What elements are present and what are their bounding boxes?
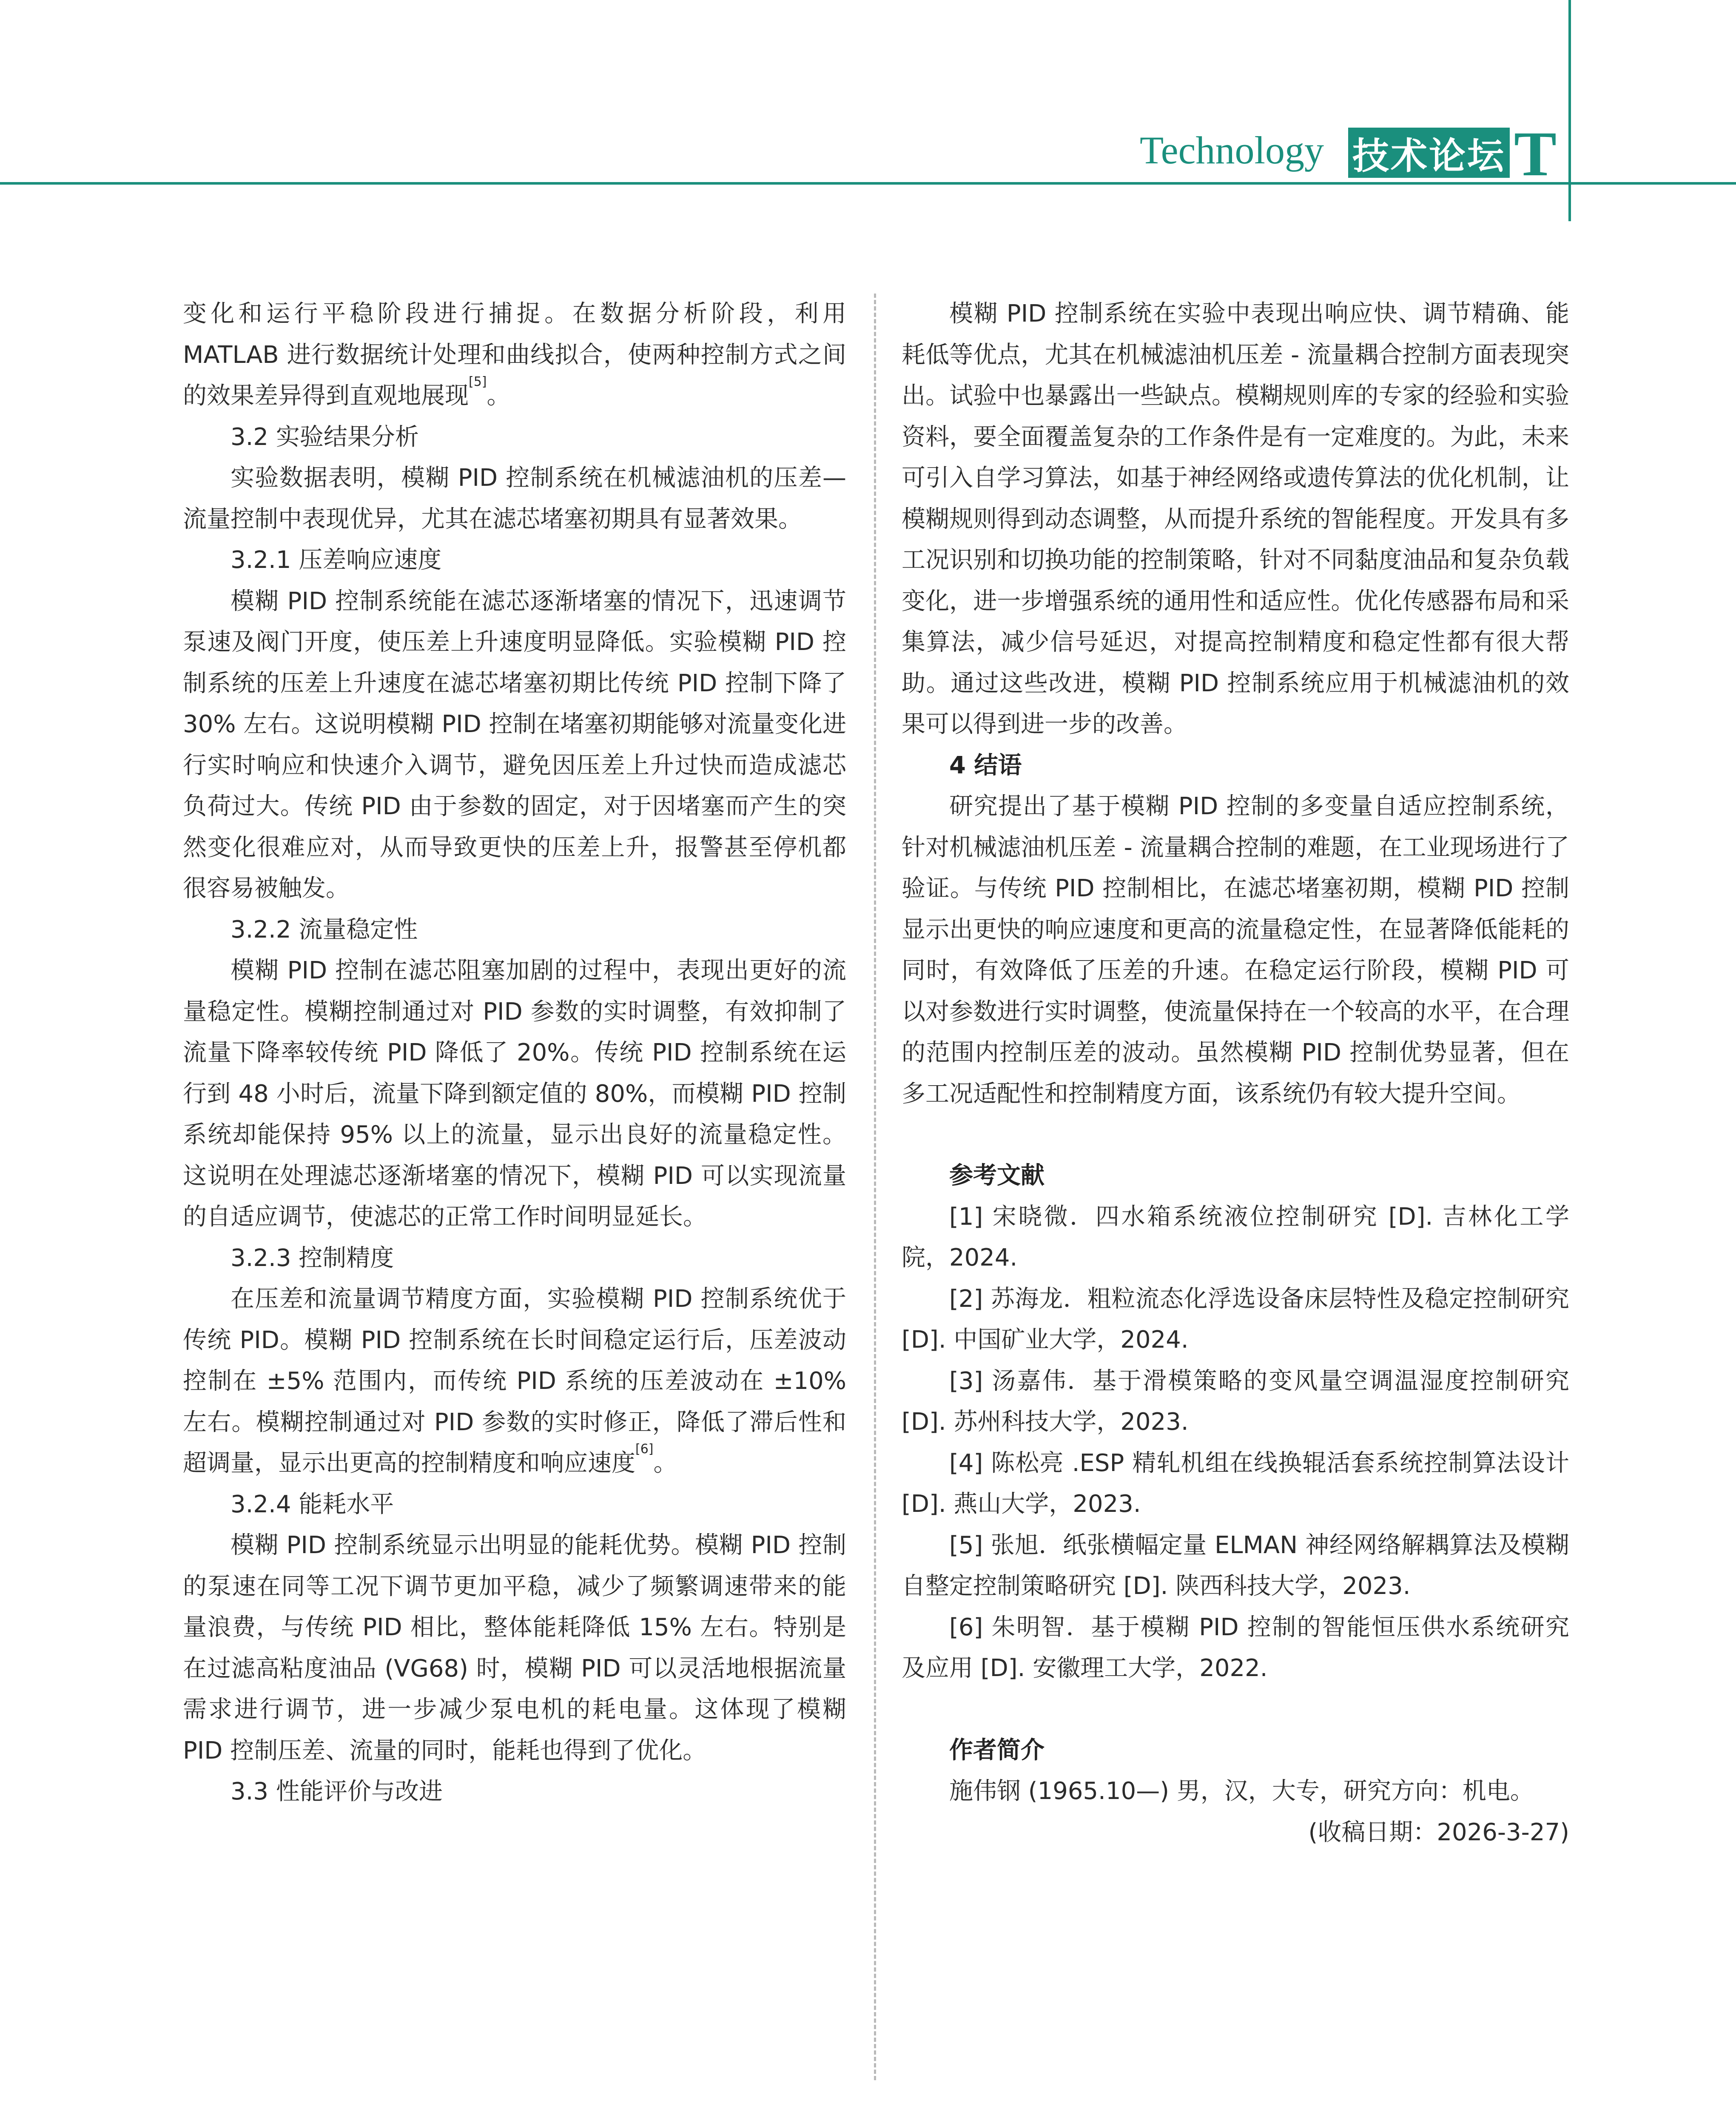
section-title-en: Technology [1140, 128, 1324, 172]
section-heading-conclusion: 4 结语 [949, 751, 1022, 779]
received-date: (收稿日期：2026-3-27) [1308, 1818, 1569, 1846]
paragraph: 模糊 PID 控制系统显示出明显的能耗优势。模糊 PID 控制的泵速在同等工况下调节更加平稳，减少了频繁调速带来的能量浪费，与传统 PID 相比，整体能耗降低 15% 左右。特别是在过滤高粘度油品 (VG68) 时，模糊 PID 可以灵活地根据流量需求进行调节，进一步减少泵电机的耗电量。这体现了模糊 PID 控制压差、流量的同时，能耗也得到了优化。 [183, 1531, 846, 1765]
citation: [5] [469, 374, 487, 389]
subsection-heading: 3.2.2 流量稳定性 [231, 915, 418, 944]
references-heading: 参考文献 [949, 1162, 1044, 1189]
reference-item: [4] 陈松亮 .ESP 精轧机组在线换辊活套系统控制算法设计 [D]. 燕山大学，2023. [902, 1449, 1569, 1518]
author-bio: 施伟钢 (1965.10—) 男，汉，大专，研究方向：机电。 [949, 1777, 1534, 1805]
author-heading: 作者简介 [949, 1736, 1044, 1764]
subsection-heading: 3.2.1 压差响应速度 [231, 546, 442, 574]
paragraph: 模糊 PID 控制系统在实验中表现出响应快、调节精确、能耗低等优点，尤其在机械滤油机压差 - 流量耦合控制方面表现突出。试验中也暴露出一些缺点。模糊规则库的专家的经验和实验资料，要全面覆盖复杂的工作条件是有一定难度的。为此，未来可引入自学习算法，如基于神经网络或遗传算法的优化机制，让模糊规则得到动态调整，从而提升系统的智能程度。开发具有多工况识别和切换功能的控制策略，针对不同黏度油品和复杂负载变化，进一步增强系统的通用性和适应性。优化传感器布局和采集算法，减少信号延迟，对提高控制精度和稳定性都有很大帮助。通过这些改进，模糊 PID 控制系统应用于机械滤油机的效果可以得到进一步的改善。 [902, 300, 1569, 738]
column-divider [874, 294, 876, 2080]
section-letter-logo: T [1514, 119, 1557, 189]
paragraph: 模糊 PID 控制在滤芯阻塞加剧的过程中，表现出更好的流量稳定性。模糊控制通过对 PID 参数的实时调整，有效抑制了流量下降率较传统 PID 降低了 20%。传统 PID 控制系统在运行到 48 小时后，流量下降到额定值的 80%，而模糊 PID 控制系统却能保持 95% 以上的流量，显示出良好的流量稳定性。这说明在处理滤芯逐渐堵塞的情况下，模糊 PID 可以实现流量的自适应调节，使滤芯的正常工作时间明显延长。 [183, 957, 846, 1231]
citation: [6] [635, 1442, 654, 1457]
reference-item: [6] 朱明智．基于模糊 PID 控制的智能恒压供水系统研究及应用 [D]. 安徽理工大学，2022. [902, 1613, 1569, 1682]
paragraph: 模糊 PID 控制系统能在滤芯逐渐堵塞的情况下，迅速调节泵速及阀门开度，使压差上升速度明显降低。实验模糊 PID 控制系统的压差上升速度在滤芯堵塞初期比传统 PID 控制下降了 30% 左右。这说明模糊 PID 控制在堵塞初期能够对流量变化进行实时响应和快速介入调节，避免因压差上升过快而造成滤芯负荷过大。传统 PID 由于参数的固定，对于因堵塞而产生的突然变化很难应对，从而导致更快的压差上升，报警甚至停机都很容易被触发。 [183, 587, 846, 902]
subsection-heading: 3.2 实验结果分析 [231, 423, 419, 451]
reference-item: [2] 苏海龙．粗粒流态化浮选设备床层特性及稳定控制研究 [D]. 中国矿业大学，2024. [902, 1285, 1569, 1354]
header-horizontal-rule [0, 182, 1736, 185]
reference-item: [5] 张旭．纸张横幅定量 ELMAN 神经网络解耦算法及模糊自整定控制策略研究 [D]. 陕西科技大学，2023. [902, 1531, 1569, 1600]
paragraph: 实验数据表明，模糊 PID 控制系统在机械滤油机的压差—流量控制中表现优异，尤其在滤芯堵塞初期具有显著效果。 [183, 464, 846, 533]
paragraph: 变化和运行平稳阶段进行捕捉。在数据分析阶段，利用MATLAB 进行数据统计处理和曲线拟合，使两种控制方式之间的效果差异得到直观地展现[5]。 [183, 300, 846, 410]
right-column [902, 294, 1569, 1853]
paragraph-conclusion: 研究提出了基于模糊 PID 控制的多变量自适应控制系统，针对机械滤油机压差 - 流量耦合控制的难题，在工业现场进行了验证。与传统 PID 控制相比，在滤芯堵塞初期，模糊 PID 控制显示出更快的响应速度和更高的流量稳定性，在显著降低能耗的同时，有效降低了压差的升速。在稳定运行阶段，模糊 PID 可以对参数进行实时调整，使流量保持在一个较高的水平，在合理的范围内控制压差的波动。虽然模糊 PID 控制优势显著，但在多工况适配性和控制精度方面，该系统仍有较大提升空间。 [902, 793, 1569, 1108]
left-column [183, 294, 846, 1813]
subsection-heading: 3.3 性能评价与改进 [231, 1778, 443, 1805]
section-title-zh: 技术论坛 [1348, 128, 1510, 178]
paragraph: 在压差和流量调节精度方面，实验模糊 PID 控制系统优于传统 PID。模糊 PID 控制系统在长时间稳定运行后，压差波动控制在 ±5% 范围内，而传统 PID 系统的压差波动在 ±10% 左右。模糊控制通过对 PID 参数的实时修正，降低了滞后性和超调量，显示出更高的控制精度和响应速度[6]。 [183, 1285, 846, 1477]
reference-item: [3] 汤嘉伟．基于滑模策略的变风量空调温湿度控制研究 [D]. 苏州科技大学，2023. [902, 1367, 1569, 1436]
subsection-heading: 3.2.3 控制精度 [231, 1244, 394, 1272]
header-vertical-rule [1568, 0, 1571, 221]
subsection-heading: 3.2.4 能耗水平 [231, 1490, 394, 1518]
reference-item: [1] 宋晓微．四水箱系统液位控制研究 [D]. 吉林化工学院，2024. [902, 1203, 1570, 1272]
